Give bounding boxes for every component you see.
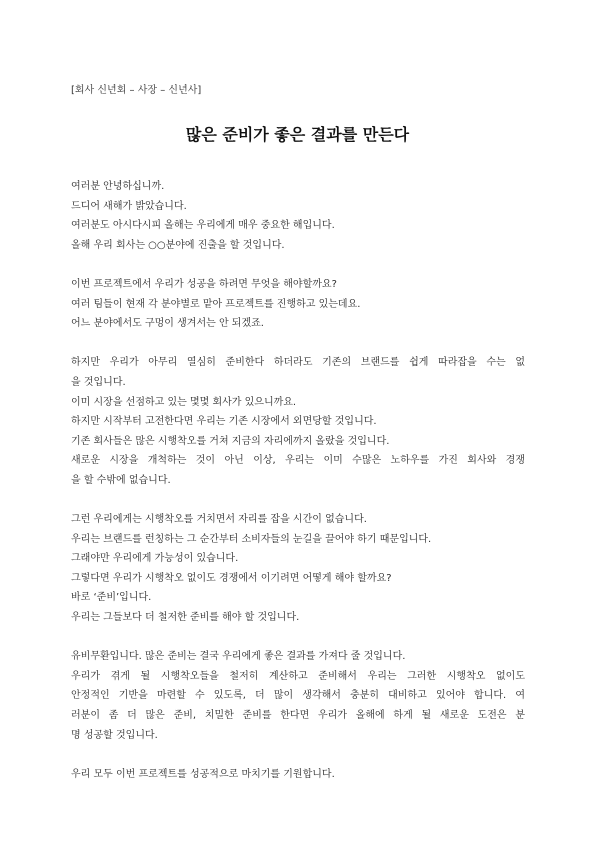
text-line: 하지만 시작부터 고전한다면 우리는 기존 시장에서 외면당할 것입니다. xyxy=(71,416,377,428)
text-line: 여러 팀들이 현재 각 분야별로 맡아 프로젝트를 진행하고 있는데요. xyxy=(71,298,361,310)
text-line: 명 성공할 것입니다. xyxy=(71,729,158,741)
paragraph-6 xyxy=(71,765,525,785)
document-header-tag: [회사 신년회 – 사장 – 신년사] xyxy=(71,85,202,96)
text-line: 새로운 시장을 개척하는 것이 아닌 이상, 우리는 이미 수많은 노하우를 가진 회사와 경쟁 xyxy=(71,455,525,467)
paragraph-4 xyxy=(71,510,525,628)
text-line: 올해 우리 회사는 ○○분야에 진출을 할 것입니다. xyxy=(71,239,285,251)
text-line: 을 것입니다. xyxy=(71,376,126,388)
paragraph-5 xyxy=(71,647,525,745)
text-line: 이미 시장을 선점하고 있는 몇몇 회사가 있으니까요. xyxy=(71,396,297,408)
text-line: 그런 우리에게는 시행착오를 거치면서 자리를 잡을 시간이 없습니다. xyxy=(71,514,367,526)
text-line: 여러분도 아시다시피 올해는 우리에게 매우 중요한 해입니다. xyxy=(71,220,335,232)
text-line: 우리가 겪게 될 시행착오들을 철저히 계산하고 준비해서 우리는 그러한 시행착오 없이도 xyxy=(71,670,525,682)
text-line: 러분이 좀 더 많은 준비, 치밀한 준비를 한다면 우리가 올해에 하게 될 새로운 도전은 분 xyxy=(71,710,525,722)
paragraph-3 xyxy=(71,353,525,490)
text-line: 우리 모두 이번 프로젝트를 성공적으로 마치기를 기원합니다. xyxy=(71,768,335,780)
paragraph-2 xyxy=(71,275,525,334)
text-line: 이번 프로젝트에서 우리가 성공을 하려면 무엇을 해야할까요? xyxy=(71,278,337,290)
text-line: 그래야만 우리에게 가능성이 있습니다. xyxy=(71,553,239,565)
text-line: 바로 ‘준비’입니다. xyxy=(71,592,152,604)
speech-body xyxy=(71,177,525,804)
paragraph-1 xyxy=(71,177,525,255)
text-line: 어느 분야에서도 구멍이 생겨서는 안 되겠죠. xyxy=(71,318,264,330)
text-line: 안정적인 기반을 마련할 수 있도록, 더 많이 생각해서 충분히 대비하고 있어야 합니다. 여 xyxy=(71,690,525,702)
text-line: 우리는 그들보다 더 철저한 준비를 해야 할 것입니다. xyxy=(71,612,300,624)
text-line: 우리는 브랜드를 런칭하는 그 순간부터 소비자들의 눈길을 끌어야 하기 때문입니다. xyxy=(71,533,432,545)
text-line: 유비무환입니다. 많은 준비는 결국 우리에게 좋은 결과를 가져다 줄 것입니다. xyxy=(71,651,406,663)
text-line: 하지만 우리가 아무리 열심히 준비한다 하더라도 기존의 브랜드를 쉽게 따라잡을 수는 없 xyxy=(71,357,525,369)
text-line: 을 할 수밖에 없습니다. xyxy=(71,474,171,486)
text-line: 드디어 새해가 밝았습니다. xyxy=(71,200,187,212)
document-title: 많은 준비가 좋은 결과를 만든다 xyxy=(185,125,410,144)
text-line: 기존 회사들은 많은 시행착오를 거쳐 지금의 자리에까지 올랐을 것입니다. xyxy=(71,435,390,447)
text-line: 여러분 안녕하십니까. xyxy=(71,181,165,192)
text-line: 그렇다면 우리가 시행착오 없이도 경쟁에서 이기려면 어떻게 해야 할까요? xyxy=(71,572,392,584)
